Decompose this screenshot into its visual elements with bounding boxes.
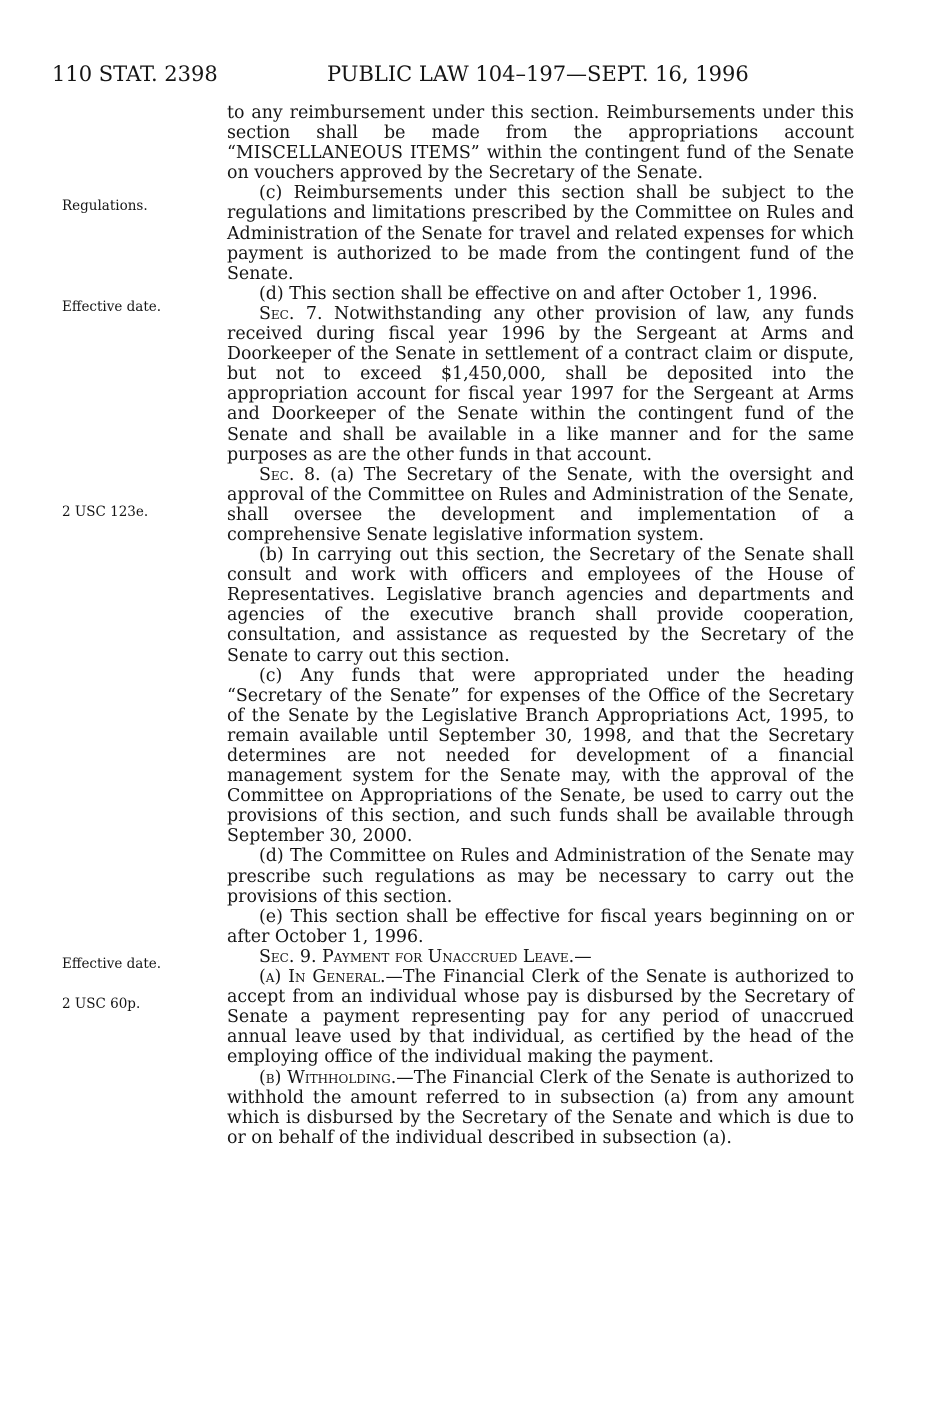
paragraph-text: —The Financial Clerk of the Senate is authorized to accept from an individual whose pay is disbursed by the Secretary of Senate a payment representing pay for any period of unaccrued annual leave used by that individual, as certified by the head of the employing office of the individual making the payment. <box>227 967 854 1068</box>
margin-note-effective-date: Effective date. <box>62 956 162 972</box>
section-number: Sec. 8. <box>259 464 321 485</box>
paragraph-text: Notwithstanding any other provision of law, any funds received during fiscal year 1996 by the Sergeant at Arms and Doorkeeper of the Senate in settlement of a contract claim or dispute, but not to exceed $1,450,000, shall be deposited into the appropriation account for fiscal year 1997 for the Sergeant at Arms and Doorkeeper of the Senate within the contingent fund of the Senate and shall be available in a like manner and for the same purposes as are the other funds in that account. <box>227 303 854 465</box>
paragraph-text: —The Financial Clerk of the Senate is authorized to withhold the amount referred to in subsection (a) from any amount which is disbursed by the Secretary of the Senate and which is due to or on behalf of the individual described in subsection (a). <box>227 1067 855 1148</box>
margin-note-effective-date: Effective date. <box>62 299 162 315</box>
paragraph: (d) The Committee on Rules and Administration of the Senate may prescribe such regulations as may be necessary to carry out the provisions of this section. <box>227 846 854 907</box>
paragraph: (b) In carrying out this section, the Secretary of the Senate shall consult and work with officers and employees of the House of Representatives. Legislative branch agencies and departments and agencies of the executive branch shall provide cooperation, consultation, and assistance as requested by the Secretary of the Senate to carry out this section. <box>227 545 854 666</box>
paragraph <box>227 947 854 967</box>
paragraph-text: — <box>574 946 592 967</box>
subsection-heading: (b) Withholding. <box>259 1067 397 1088</box>
subsection-heading: (a) In General. <box>259 967 386 988</box>
page-id: 110 STAT. 2398 <box>52 62 218 86</box>
margin-notes <box>0 0 210 1419</box>
section-heading: Sec. 9. Payment for Unaccrued Leave. <box>259 946 575 967</box>
margin-note-regulations: Regulations. <box>62 198 148 214</box>
section-number: Sec. 7. <box>259 303 323 324</box>
margin-note-usc-123e: 2 USC 123e. <box>62 504 149 520</box>
paragraph <box>227 1068 854 1148</box>
paragraph: (c) Any funds that were appropriated under the heading “Secretary of the Senate” for expenses of the Office of the Secretary of the Senate by the Legislative Branch Appropriations Act, 1995, to remain available until September 30, 1998, and that the Secretary determines are not needed for development of a financial management system for the Senate may, with the approval of the Committee on Appropriations of the Senate, be used to carry out the provisions of this section, and such funds shall be available through September 30, 2000. <box>227 665 854 847</box>
paragraph: (e) This section shall be effective for fiscal years beginning on or after October 1, 1996. <box>227 906 854 947</box>
paragraph: (d) This section shall be effective on and after October 1, 1996. <box>259 283 818 304</box>
paragraph: (c) Reimbursements under this section shall be subject to the regulations and limitations prescribed by the Committee on Rules and Administration of the Senate for travel and related expenses for which payment is authorized to be made from the contingent fund of the Senate. <box>227 183 854 284</box>
paragraph <box>227 967 854 1067</box>
running-head: PUBLIC LAW 104–197—SEPT. 16, 1996 <box>327 62 749 86</box>
paragraph: to any reimbursement under this section. Reimbursements under this section shall be made from the appropriations account “MISCELLANEOUS ITEMS” within the contingent fund of the Senate on vouchers approved by the Secretary of the Senate. <box>227 103 854 184</box>
margin-note-usc-60p: 2 USC 60p. <box>62 996 141 1012</box>
paragraph-text: (a) The Secretary of the Senate, with the oversight and approval of the Committee on Rules and Administration of the Senate, shall oversee the development and implementation of a comprehensive Senate legislative information system. <box>227 464 854 545</box>
paragraph <box>227 304 854 465</box>
body-text <box>227 103 854 1148</box>
paragraph <box>227 465 854 545</box>
